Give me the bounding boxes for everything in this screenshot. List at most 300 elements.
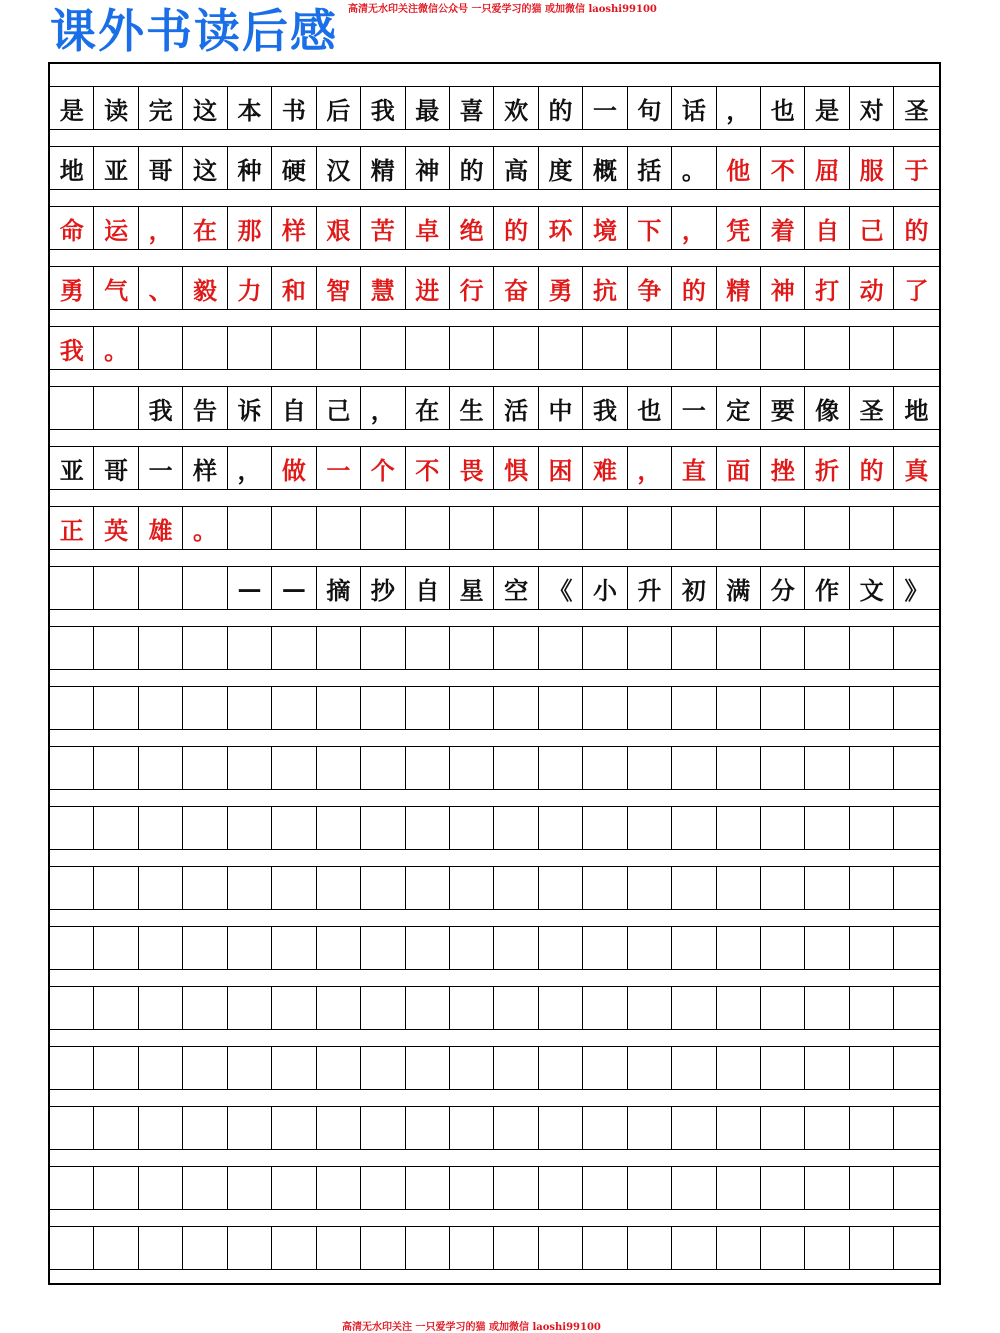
grid-cell [450, 1227, 494, 1269]
grid-cell: 初 [672, 567, 716, 609]
grid-cell [228, 327, 272, 369]
grid-cell [628, 687, 672, 729]
grid-cell [450, 927, 494, 969]
grid-cell: 自 [406, 567, 450, 609]
grid-cell [805, 327, 849, 369]
grid-cell [50, 747, 94, 789]
grid-cell [361, 1047, 405, 1089]
grid-cell [805, 927, 849, 969]
grid-cell [272, 747, 316, 789]
grid-cell [406, 1227, 450, 1269]
grid-cell [406, 327, 450, 369]
grid-cell: 句 [628, 87, 672, 129]
grid-cell [672, 627, 716, 669]
grid-cell [672, 1047, 716, 1089]
grid-cell: 抗 [583, 267, 627, 309]
grid-cell [761, 987, 805, 1029]
grid-cell [761, 807, 805, 849]
grid-row [50, 1166, 939, 1210]
grid-cell [317, 1167, 361, 1209]
grid-cell [94, 1167, 138, 1209]
grid-cell [628, 327, 672, 369]
grid-cell [94, 807, 138, 849]
grid-cell: 满 [717, 567, 761, 609]
grid-cell [228, 927, 272, 969]
grid-cell [50, 1227, 94, 1269]
grid-row [50, 746, 939, 790]
grid-cell: 诉 [228, 387, 272, 429]
grid-cell [94, 627, 138, 669]
grid-cell [805, 1227, 849, 1269]
grid-cell [361, 687, 405, 729]
grid-cell: 、 [139, 267, 183, 309]
grid-cell [894, 927, 938, 969]
grid-cell: 这 [183, 147, 227, 189]
grid-cell [50, 927, 94, 969]
grid-cell [183, 327, 227, 369]
grid-cell [228, 987, 272, 1029]
grid-cell [450, 1107, 494, 1149]
grid-cell [539, 1227, 583, 1269]
grid-cell: 着 [761, 207, 805, 249]
grid-cell: 困 [539, 447, 583, 489]
grid-cell: 惧 [494, 447, 538, 489]
grid-cell [583, 867, 627, 909]
grid-cell: 绝 [450, 207, 494, 249]
grid-cell: 正 [50, 507, 94, 549]
grid-cell: 圣 [850, 387, 894, 429]
grid-cell: 作 [805, 567, 849, 609]
grid-cell [183, 1167, 227, 1209]
grid-cell [450, 747, 494, 789]
grid-cell [672, 927, 716, 969]
grid-cell: 雄 [139, 507, 183, 549]
grid-cell [50, 687, 94, 729]
grid-cell [406, 1167, 450, 1209]
grid-cell [272, 987, 316, 1029]
grid-cell: 地 [50, 147, 94, 189]
grid-cell [94, 1227, 138, 1269]
grid-cell: 进 [406, 267, 450, 309]
grid-cell: 地 [904, 395, 929, 425]
grid-cell [406, 807, 450, 849]
grid-cell [717, 1047, 761, 1089]
grid-cell: 亚 [94, 147, 138, 189]
grid-cell [628, 747, 672, 789]
grid-cell: 力 [228, 267, 272, 309]
grid-cell [494, 927, 538, 969]
grid-cell: ， [228, 447, 272, 489]
grid-cell: 我 [50, 327, 94, 369]
grid-cell [139, 1227, 183, 1269]
grid-cell: 。 [672, 147, 716, 189]
grid-cell [628, 507, 672, 549]
grid-cell [717, 687, 761, 729]
grid-cell [672, 987, 716, 1029]
grid-cell [583, 687, 627, 729]
grid-cell [539, 507, 583, 549]
grid-cell: 下 [628, 207, 672, 249]
grid-cell: 智 [317, 267, 361, 309]
grid-cell [94, 1047, 138, 1089]
grid-cell: 升 [628, 567, 672, 609]
grid-cell [850, 927, 894, 969]
grid-cell [672, 1107, 716, 1149]
grid-cell [894, 1107, 938, 1149]
grid-row [50, 446, 939, 490]
grid-cell [761, 627, 805, 669]
grid-cell [406, 867, 450, 909]
grid-cell: 我 [361, 87, 405, 129]
grid-cell [583, 1227, 627, 1269]
grid-cell: 命 [50, 207, 94, 249]
grid-cell: 难 [583, 447, 627, 489]
grid-cell [583, 507, 627, 549]
grid-cell [139, 867, 183, 909]
grid-cell [761, 867, 805, 909]
grid-cell: 气 [94, 267, 138, 309]
grid-cell [805, 1047, 849, 1089]
grid-cell: 他 [717, 147, 761, 189]
grid-cell [539, 867, 583, 909]
grid-cell [850, 747, 894, 789]
grid-cell [406, 1047, 450, 1089]
grid-cell [583, 1107, 627, 1149]
grid-cell: 书 [272, 87, 316, 129]
grid-cell [272, 627, 316, 669]
grid-cell: 精 [361, 147, 405, 189]
grid-cell [717, 327, 761, 369]
grid-cell [139, 1047, 183, 1089]
grid-cell [850, 807, 894, 849]
grid-cell [628, 867, 672, 909]
grid-cell [183, 927, 227, 969]
grid-cell [272, 1107, 316, 1149]
grid-cell [361, 1107, 405, 1149]
grid-cell [628, 1047, 672, 1089]
grid-row [50, 1226, 939, 1270]
grid-cell: 完 [139, 87, 183, 129]
grid-cell [494, 327, 538, 369]
grid-cell: 在 [183, 207, 227, 249]
grid-cell [317, 807, 361, 849]
grid-cell: 的 [672, 267, 716, 309]
grid-cell: 苦 [361, 207, 405, 249]
grid-cell: 也 [761, 87, 805, 129]
grid-row [50, 266, 939, 310]
grid-cell: 一 [139, 447, 183, 489]
grid-cell: 。 [183, 507, 227, 549]
grid-cell [139, 927, 183, 969]
grid-cell [272, 807, 316, 849]
grid-cell: 在 [406, 387, 450, 429]
grid-cell: 中 [539, 387, 583, 429]
grid-cell: ， [628, 447, 672, 489]
grid-cell [672, 687, 716, 729]
grid-cell: 文 [850, 567, 894, 609]
grid-cell [317, 1047, 361, 1089]
grid-cell [539, 927, 583, 969]
grid-cell [50, 867, 94, 909]
grid-cell [672, 807, 716, 849]
grid-cell: 自 [272, 387, 316, 429]
grid-cell [183, 567, 227, 609]
grid-cell [50, 567, 94, 609]
grid-cell [539, 1167, 583, 1209]
grid-cell: — [228, 567, 272, 609]
grid-cell [805, 747, 849, 789]
grid-cell [183, 867, 227, 909]
grid-cell [50, 627, 94, 669]
grid-cell [450, 507, 494, 549]
grid-cell [761, 1107, 805, 1149]
grid-cell [805, 867, 849, 909]
grid-cell [539, 987, 583, 1029]
grid-cell [850, 327, 894, 369]
grid-cell: 汉 [317, 147, 361, 189]
grid-row [50, 926, 939, 970]
grid-row [50, 686, 939, 730]
grid-cell [850, 1047, 894, 1089]
grid-cell: ， [139, 207, 183, 249]
grid-cell [761, 687, 805, 729]
grid-cell: 样 [183, 447, 227, 489]
grid-cell: 毅 [183, 267, 227, 309]
grid-cell: 的 [450, 147, 494, 189]
grid-cell [894, 987, 938, 1029]
grid-cell: 服 [850, 147, 894, 189]
grid-cell [50, 1107, 94, 1149]
grid-cell [850, 867, 894, 909]
grid-cell [450, 1167, 494, 1209]
grid-cell [94, 387, 138, 429]
grid-cell: 奋 [494, 267, 538, 309]
grid-cell [628, 1107, 672, 1149]
grid-cell [94, 747, 138, 789]
grid-cell [583, 807, 627, 849]
grid-cell [228, 627, 272, 669]
grid-cell [183, 1227, 227, 1269]
grid-cell [583, 987, 627, 1029]
grid-cell [761, 327, 805, 369]
grid-cell [717, 807, 761, 849]
grid-cell [450, 987, 494, 1029]
grid-cell [894, 327, 938, 369]
grid-cell: 哥 [139, 147, 183, 189]
grid-cell [183, 627, 227, 669]
grid-cell: 的 [494, 207, 538, 249]
grid-cell: 小 [583, 567, 627, 609]
grid-cell [317, 747, 361, 789]
grid-cell [272, 1167, 316, 1209]
grid-row [50, 146, 939, 190]
grid-cell [850, 687, 894, 729]
grid-row [50, 866, 939, 910]
grid-cell [317, 327, 361, 369]
grid-cell [272, 507, 316, 549]
grid-cell: 面 [717, 447, 761, 489]
grid-cell [361, 987, 405, 1029]
grid-cell [272, 867, 316, 909]
grid-cell [406, 1107, 450, 1149]
grid-cell: — [272, 567, 316, 609]
grid-cell: 对 [850, 87, 894, 129]
grid-cell: 概 [583, 147, 627, 189]
grid-cell [717, 507, 761, 549]
grid-cell [850, 627, 894, 669]
grid-cell: 英 [94, 507, 138, 549]
grid-cell: 争 [628, 267, 672, 309]
grid-cell: 那 [228, 207, 272, 249]
grid-cell [361, 867, 405, 909]
grid-cell [406, 507, 450, 549]
grid-cell [494, 807, 538, 849]
grid-cell [494, 747, 538, 789]
grid-cell [717, 927, 761, 969]
grid-cell [139, 627, 183, 669]
grid-cell [717, 747, 761, 789]
grid-cell [805, 807, 849, 849]
grid-cell [628, 1167, 672, 1209]
grid-cell: 高 [494, 147, 538, 189]
grid-cell [139, 747, 183, 789]
grid-cell [539, 327, 583, 369]
grid-cell [361, 1227, 405, 1269]
grid-cell [894, 867, 938, 909]
grid-cell [583, 1167, 627, 1209]
grid-cell: 环 [539, 207, 583, 249]
grid-cell [761, 1227, 805, 1269]
grid-cell [894, 1227, 938, 1269]
grid-cell [717, 1167, 761, 1209]
grid-cell [317, 1227, 361, 1269]
grid-cell [228, 867, 272, 909]
grid-cell: 《 [539, 567, 583, 609]
grid-cell: 了 [904, 275, 929, 305]
grid-cell [805, 627, 849, 669]
grid-row [50, 506, 939, 550]
grid-cell: 折 [805, 447, 849, 489]
grid-cell [539, 747, 583, 789]
grid-cell [494, 987, 538, 1029]
grid-cell: 摘 [317, 567, 361, 609]
grid-cell: 屈 [805, 147, 849, 189]
grid-cell [761, 927, 805, 969]
grid-row [50, 326, 939, 370]
grid-cell [672, 507, 716, 549]
grid-row [50, 986, 939, 1030]
grid-cell: 是 [50, 87, 94, 129]
grid-cell [317, 507, 361, 549]
grid-cell [539, 1107, 583, 1149]
grid-cell [628, 807, 672, 849]
grid-cell [139, 1167, 183, 1209]
grid-cell [94, 1107, 138, 1149]
grid-cell [894, 1167, 938, 1209]
grid-cell [494, 1167, 538, 1209]
grid-cell [228, 1227, 272, 1269]
grid-cell [894, 747, 938, 789]
grid-cell [539, 1047, 583, 1089]
grid-cell: 括 [628, 147, 672, 189]
grid-cell: ， [361, 387, 405, 429]
grid-cell: 不 [761, 147, 805, 189]
grid-cell [850, 507, 894, 549]
grid-cell [228, 1167, 272, 1209]
grid-cell: 精 [717, 267, 761, 309]
grid-cell [494, 1047, 538, 1089]
grid-row [50, 1046, 939, 1090]
grid-cell: 告 [183, 387, 227, 429]
grid-cell [139, 687, 183, 729]
grid-cell: 空 [494, 567, 538, 609]
grid-cell [894, 507, 938, 549]
grid-cell: 圣 [904, 95, 929, 125]
grid-cell: 挫 [761, 447, 805, 489]
page-title: 课外书读后感 [50, 4, 338, 58]
grid-cell [450, 1047, 494, 1089]
grid-cell [361, 507, 405, 549]
grid-cell: 我 [139, 387, 183, 429]
grid-cell: 勇 [539, 267, 583, 309]
grid-cell [317, 987, 361, 1029]
grid-cell [317, 687, 361, 729]
grid-cell [317, 1107, 361, 1149]
grid-cell [672, 1227, 716, 1269]
grid-cell [805, 507, 849, 549]
grid-cell: 度 [539, 147, 583, 189]
grid-cell [805, 1107, 849, 1149]
grid-cell [894, 687, 938, 729]
grid-cell [50, 1167, 94, 1209]
grid-cell: 的 [904, 215, 929, 245]
grid-cell [94, 867, 138, 909]
grid-cell: 喜 [450, 87, 494, 129]
grid-cell: 活 [494, 387, 538, 429]
grid-cell: 个 [361, 447, 405, 489]
grid-cell [450, 807, 494, 849]
grid-cell: 于 [904, 155, 929, 185]
grid-cell: 己 [317, 387, 361, 429]
grid-cell [272, 327, 316, 369]
grid-cell [494, 507, 538, 549]
grid-cell: 话 [672, 87, 716, 129]
grid-cell: 像 [805, 387, 849, 429]
grid-cell [139, 327, 183, 369]
grid-cell [583, 327, 627, 369]
grid-cell [228, 1047, 272, 1089]
grid-cell [717, 987, 761, 1029]
grid-cell [583, 1047, 627, 1089]
grid-cell [50, 807, 94, 849]
grid-cell: 抄 [361, 567, 405, 609]
grid-cell [494, 1107, 538, 1149]
grid-cell: 读 [94, 87, 138, 129]
grid-cell: 打 [805, 267, 849, 309]
grid-cell [672, 327, 716, 369]
grid-cell [672, 867, 716, 909]
grid-cell: 这 [183, 87, 227, 129]
grid-cell: 也 [628, 387, 672, 429]
grid-cell [183, 1107, 227, 1149]
grid-cell: 的 [539, 87, 583, 129]
grid-cell: 慧 [361, 267, 405, 309]
grid-cell: 亚 [50, 447, 94, 489]
grid-cell [850, 1167, 894, 1209]
grid-cell [50, 387, 94, 429]
grid-cell [850, 1107, 894, 1149]
grid-cell [628, 1227, 672, 1269]
